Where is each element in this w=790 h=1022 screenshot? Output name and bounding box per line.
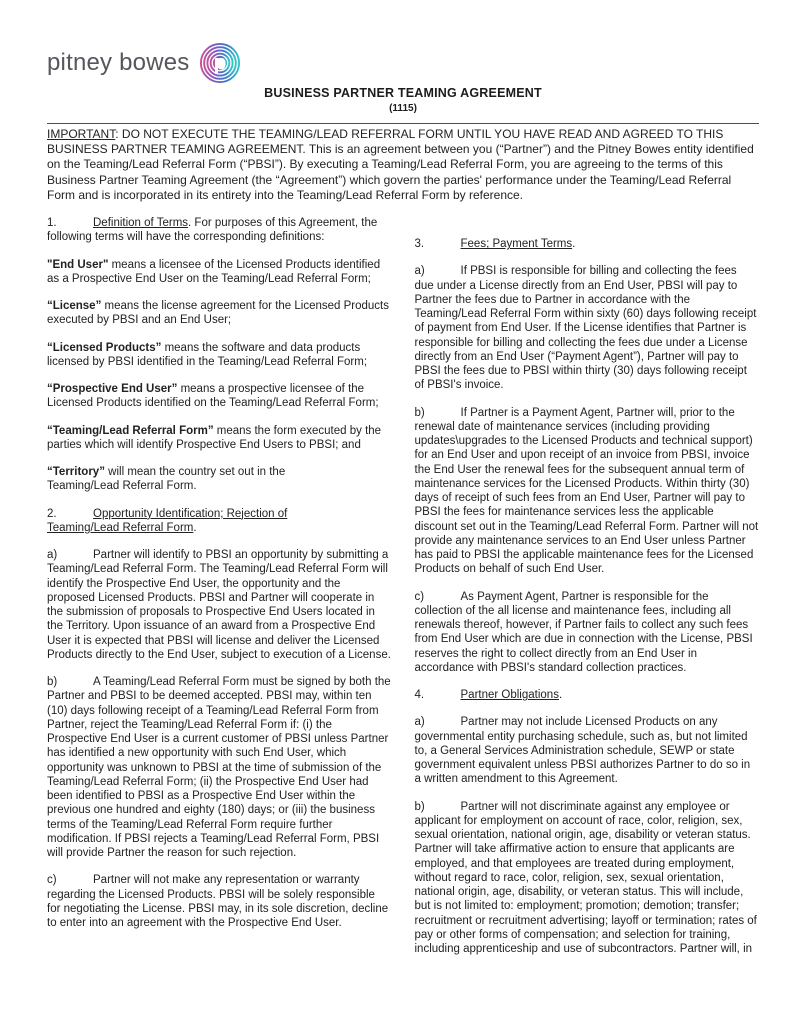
section-2-heading <box>47 507 392 536</box>
section-title-line2: Teaming/Lead Referral Form <box>47 521 194 534</box>
definition-territory <box>47 465 392 494</box>
clause-text: Partner will identify to PBSI an opportunity by submitting a Teaming/Lead Referral Form. The Teaming/Lead Referral Form will identify the Prospective End User, the opportunity and the proposed Licensed Products. PBSI and Partner will cooperate in the submission of proposals to Prospective End Users located in the Territory. Upon issuance of an award from a Prospective End User it is expected that PBSI will license and deliver the Licensed Products directly to the End User, subject to execution of a License. <box>47 549 391 661</box>
clause-label: b) <box>414 800 425 813</box>
definition-text: means the software and data products licensed by PBSI identified in the Teaming/Lead Referral Form; <box>47 341 368 368</box>
section-heading-text: . <box>572 238 576 251</box>
intro-text: : DO NOT EXECUTE THE TEAMING/LEAD REFERRAL FORM UNTIL YOU HAVE READ AND AGREED TO THIS BUSINESS PARTNER TEAMING AGREEMENT. This is an agreement between you (“Partner”) and the Pitney Bowes entity identified on the Teaming/Lead Referral Form (“PBSI”). By executing a Teaming/Lead Referral Form, you are agreeing to the terms of this Business Partner Teaming Agreement (the “Agreement”) which govern the parties' performance under the Teaming/Lead Referral Form and is incorporated in its entirety into the Teaming/Lead Referral Form by reference. <box>47 127 754 202</box>
section-heading-text: . <box>193 521 197 534</box>
clause-label: b) <box>414 406 425 419</box>
definition-license <box>47 299 392 328</box>
defined-term: "End User" <box>47 258 109 271</box>
clause-text: If PBSI is responsible for billing and collecting the fees due under a License directly from an End User, PBSI will pay to Partner the fees due to Partner in accordance with the Teaming/Lead Referral Form within sixty (60) days following receipt of payment from End User. If the License identifies that Partner is responsible for billing and collecting the fees due under a License directly from an End User (“Payment Agent”), Partner will pay to PBSI the fees due to PBSI within thirty (30) days following receipt of PBSI's invoice. <box>414 265 757 392</box>
left-column <box>47 216 392 969</box>
section-4-heading <box>415 688 760 702</box>
defined-term: “Licensed Products” <box>47 341 162 354</box>
definition-text-line2: Teaming/Lead Referral Form. <box>47 480 197 493</box>
two-column-body <box>47 216 759 969</box>
definition-teaming-lead-referral-form <box>47 424 392 453</box>
right-column <box>415 216 760 969</box>
clause-2a <box>47 548 392 662</box>
intro-paragraph <box>47 127 759 203</box>
clause-label: b) <box>47 676 58 689</box>
section-1-heading <box>47 216 392 245</box>
clause-label: a) <box>414 265 425 278</box>
definition-text: means a licensee of the Licensed Products identified as a Prospective End User on the Teaming/Lead Referral Form; <box>47 258 381 285</box>
clause-label: c) <box>414 590 425 603</box>
definition-prospective-end-user <box>47 382 392 411</box>
section-heading-text: . <box>558 689 563 702</box>
definition-licensed-products <box>47 341 392 370</box>
clause-text: As Payment Agent, Partner is responsible for the collection of the all license and maintenance fees, including all renewals thereof, however, if Partner fails to collect any such fees from End User which are due in connection with the License, PBSI reserves the right to collect directly from an End User in accordance with PBSI's standard collection practices. <box>414 590 753 674</box>
section-heading-text: . For purposes of this Agreement, the following terms will have the corresponding definitions: <box>47 217 378 244</box>
definition-text: means a prospective licensee of the Licensed Products identified on the Teaming/Lead Referral Form; <box>47 383 379 410</box>
important-label: IMPORTANT <box>47 127 116 141</box>
document-title-block <box>47 86 759 114</box>
pitney-bowes-logo <box>47 40 759 86</box>
clause-label: a) <box>414 716 425 729</box>
svg-text:p: p <box>213 51 226 75</box>
logo-wordmark: pitney bowes <box>47 49 190 76</box>
clause-text: Partner may not include Licensed Products on any governmental entity purchasing schedule, such as, but not limited to, a General Services Administration schedule, SEWP or state government equivalent unless PBSI authorizes Partner to do so in a written amendment to this Agreement. <box>414 716 751 786</box>
definition-text: means the form executed by the parties which will identify Prospective End Users to PBSI; and <box>47 424 382 451</box>
section-number: 3. <box>414 238 425 251</box>
header-divider-line <box>47 123 759 124</box>
section-title: Opportunity Identification; Rejection of <box>93 507 288 520</box>
section-title: Fees; Payment Terms <box>460 238 573 251</box>
defined-term: “License” <box>47 300 102 313</box>
clause-2b <box>47 675 392 860</box>
definition-end-user <box>47 258 392 287</box>
clause-text: If Partner is a Payment Agent, Partner will, prior to the renewal date of maintenance services (including providing updates\upgrades to the Licensed Products and technical support) for an End User and upon receipt of an invoice from PBSI, invoice the End User the renewal fees for the subsequent annual term of maintenance services for the Licensed Products. Within thirty (30) days of receipt of such fees from an End User, Partner will pay to PBSI the fees for maintenance services less the applicable discount set out in the Teaming/Lead Referral Form. Partner will not provide any maintenance services to an End User unless Partner has paid to PBSI the applicable maintenance fees for the Licensed Products on behalf of such End User. <box>414 406 759 576</box>
clause-3c <box>415 590 760 676</box>
section-title: Partner Obligations <box>460 689 559 702</box>
section-3-heading <box>415 237 760 251</box>
clause-label: c) <box>47 874 57 887</box>
clause-3a <box>415 264 760 392</box>
defined-term: “Territory” <box>47 466 105 479</box>
clause-4b <box>415 800 760 957</box>
section-number: 1. <box>47 217 57 230</box>
defined-term: “Prospective End User” <box>47 383 178 396</box>
clause-2c <box>47 873 392 930</box>
defined-term: “Teaming/Lead Referral Form” <box>47 424 214 437</box>
clause-text: A Teaming/Lead Referral Form must be signed by both the Partner and PBSI to be deemed accepted. PBSI may, within ten (10) days following receipt of a Teaming/Lead Referral Form from Partner, reject the Teaming/Lead Referral Form if: (i) the Prospective End User is a current customer of PBSI unless Partner has identified a new opportunity with such End User, which opportunity was unknown to PBSI at the time of submission of the Teaming/Lead Referral Form; (ii) the Prospective End User had been identified to PBSI as a Prospective End User within the previous one hundred and eighty (180) days; or (iii) the business terms of the Teaming/Lead Referral Form require further modification. If PBSI rejects a Teaming/Lead Referral Form, PBSI will provide Partner the reason for such rejection. <box>47 676 391 860</box>
definition-text: will mean the country set out in the <box>104 466 286 479</box>
document-title: BUSINESS PARTNER TEAMING AGREEMENT <box>264 86 542 100</box>
section-number: 4. <box>414 689 425 702</box>
document-form-number: (1115) <box>389 103 417 114</box>
clause-text: Partner will not make any representation or warranty regarding the Licensed Products. PBSI will be solely responsible for negotiating the License. PBSI may, in its sole discretion, decline to enter into an agreement with the Prospective End User. <box>47 874 389 930</box>
pitney-bowes-rings-icon <box>199 42 241 84</box>
clause-3b <box>415 406 760 577</box>
clause-text: Partner will not discriminate against any employee or applicant for employment on account of race, color, religion, sex, sexual orientation, national origin, age, disability or veteran status. Partner will take affirmative action to ensure that applicants are employed, and that employees are treated during employment, without regard to race, color, religion, sex, sexual orientation, national origin, age, disability, or veteran status. This will include, but is not limited to: employment; promotion; demotion; transfer; recruitment or recruitment advertising; layoff or termination; rates of pay or other forms of compensation; and selection for training, including apprenticeship and use of subcontractors. Partner will, in <box>414 800 757 956</box>
section-number: 2. <box>47 507 57 520</box>
clause-label: a) <box>47 549 58 562</box>
definition-text: means the license agreement for the Licensed Products executed by PBSI and an End User; <box>47 300 389 327</box>
clause-4a <box>415 715 760 786</box>
section-title: Definition of Terms <box>93 217 189 230</box>
